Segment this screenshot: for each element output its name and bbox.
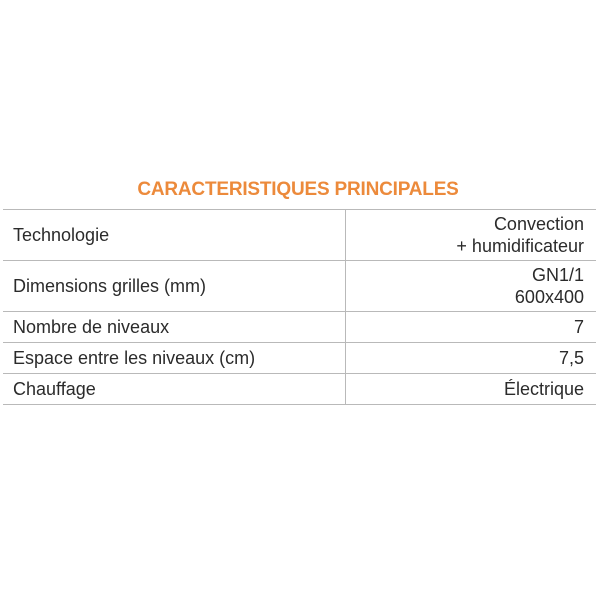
- spec-value-line: Convection: [493, 214, 584, 234]
- spec-row-niveaux: [3, 312, 596, 343]
- spec-row-espace: [3, 343, 596, 374]
- spec-row-chauffage: [3, 374, 596, 405]
- spec-value: [346, 210, 597, 261]
- spec-row-technologie: [3, 210, 596, 261]
- spec-label: Espace entre les niveaux (cm): [3, 343, 346, 374]
- spec-label: Nombre de niveaux: [3, 312, 346, 343]
- spec-label: Technologie: [3, 210, 346, 261]
- spec-table: [3, 209, 596, 405]
- spec-value: [346, 261, 597, 312]
- spec-value: [346, 374, 597, 405]
- spec-value: [346, 343, 597, 374]
- spec-value-line: GN1/1: [531, 265, 584, 285]
- spec-table-title: CARACTERISTIQUES PRINCIPALES: [137, 179, 459, 200]
- spec-label: Chauffage: [3, 374, 346, 405]
- spec-label: Dimensions grilles (mm): [3, 261, 346, 312]
- spec-value-line: Électrique: [503, 379, 584, 399]
- spec-value-line: 7: [573, 317, 584, 337]
- spec-value-line: 7,5: [558, 348, 584, 368]
- spec-value-line: + humidificateur: [456, 236, 584, 256]
- spec-row-dimensions: [3, 261, 596, 312]
- spec-value: [346, 312, 597, 343]
- spec-value-line: 600x400: [514, 287, 584, 307]
